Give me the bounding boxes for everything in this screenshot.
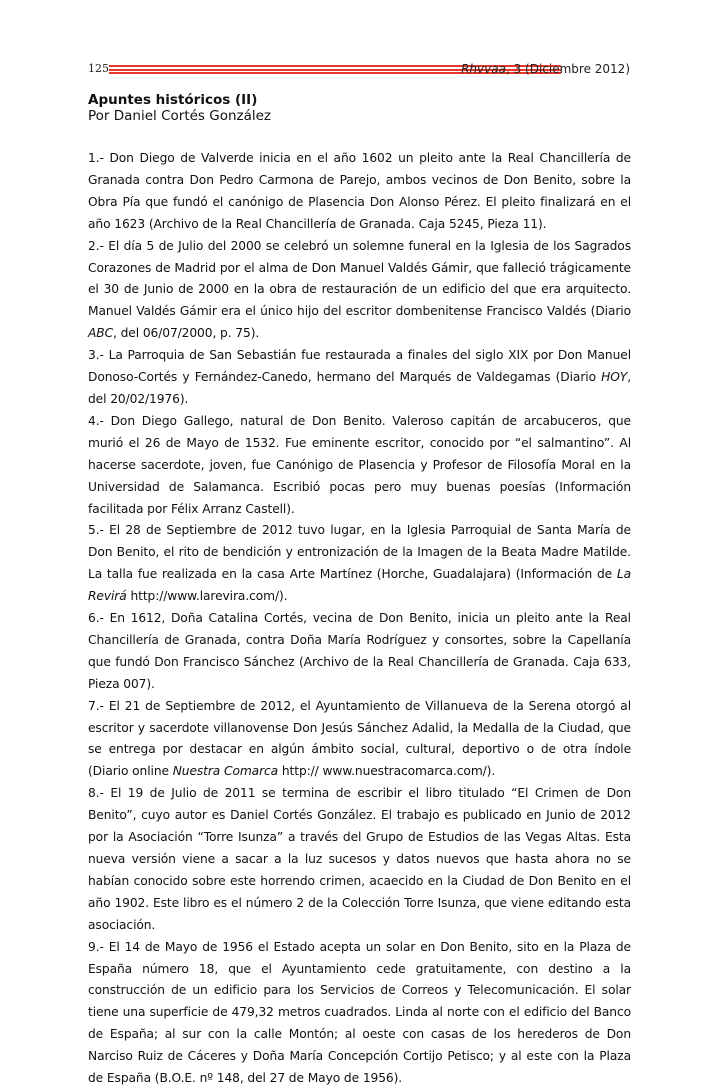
journal-name: Rhvvaa [461,62,506,76]
source-name: ABC [88,326,114,341]
page-header [88,62,630,80]
article-title: Apuntes históricos (II) [88,92,258,108]
entry-7: 7.- El 21 de Septiembre de 2012, el Ayuntamiento de Villanueva de la Serena otorgó al escritor y sacerdote villanovense Don Jesús Sánchez Adalid, la Medalla de la Ciudad, que se entrega por destacar en algún ámbito social, cultural, deportivo o de otra índole (Diario online Nuestra Comarca http:// www.nuestracomarca.com/). [88,698,631,779]
entry-6: 6.- En 1612, Doña Catalina Cortés, vecina de Don Benito, inicia un pleito ante la Real Chancillería de Granada, contra Doña María Rodríguez y consortes, sobre la Capellanía que fundó Don Francisco Sánchez (Archivo de la Real Chancillería de Granada. Caja 633, Pieza 007). [88,611,631,691]
entry-8: 8.- El 19 de Julio de 2011 se termina de escribir el libro titulado “El Crimen de Don Benito”, cuyo autor es Daniel Cortés González. El trabajo es publicado en Junio de 2012 por la Asociación “Torre Isunza” a través del Grupo de Estudios de las Vegas Altas. Esta nueva versión viene a sacar a la luz sucesos y datos nuevos que hasta ahora no se habían conocido sobre este horrendo crimen, acaecido en la Ciudad de Don Benito en el año 1902. Este libro es el número 2 de la Colección Torre Isunza, que viene editando esta asociación. [88,786,631,932]
entry-4: 4.- Don Diego Gallego, natural de Don Benito. Valeroso capitán de arcabuceros, que murió el 26 de Mayo de 1532. Fue eminente escritor, conocido por “el salmantino”. Al hacerse sacerdote, joven, fue Canónigo de Plasencia y Profesor de Filosofía Moral en la Universidad de Salamanca. Escribió pocas pero muy buenas poesías (Información facilitada por Félix Arranz Castell). [88,413,631,516]
entry-9: 9.- El 14 de Mayo de 1956 el Estado acepta un solar en Don Benito, sito en la Plaza de España número 18, que el Ayuntamiento cede gratuitamente, con destino a la construcción de un edificio para los Servicios de Correos y Telecomunicación. El solar tiene una superficie de 479,32 metros cuadrados. Linda al norte con el edificio del Banco de España; al sur con la calle Montón; al oeste con casas de los herederos de Don Narciso Ruiz de Cáceres y Doña María Concepción Cortijo Petisco; y al este con la Plaza de España (B.O.E. nº 148, del 27 de Mayo de 1956). [88,939,631,1086]
article-author: Por Daniel Cortés González [88,108,272,124]
journal-reference [461,62,630,76]
entry-1: 1.- Don Diego de Valverde inicia en el año 1602 un pleito ante la Real Chancillería de Granada contra Don Pedro Carmona de Parejo, ambos vecinos de Don Benito, sobre la Obra Pía que fundó el canónigo de Plasencia Don Alonso Pérez. El pleito finalizará en el año 1623 (Archivo de la Real Chancillería de Granada. Caja 5245, Pieza 11). [88,151,631,231]
entry-2: 2.- El día 5 de Julio del 2000 se celebró un solemne funeral en la Iglesia de los Sagrados Corazones de Madrid por el alma de Don Manuel Valdés Gámir, que falleció trágicamente el 30 de Junio de 2000 en la obra de restauración de un edificio del que era arquitecto. Manuel Valdés Gámir era el único hijo del escritor dombenitense Francisco Valdés (Diario ABC, del 06/07/2000, p. 75). [88,238,631,341]
source-name: La Revirá [88,567,631,604]
source-name: HOY [601,370,628,385]
article-body [88,148,631,1090]
entry-5: 5.- El 28 de Septiembre de 2012 tuvo lugar, en la Iglesia Parroquial de Santa María de Don Benito, el rito de bendición y entronización de la Imagen de la Beata Madre Matilde. La talla fue realizada en la casa Arte Martínez (Horche, Guadalajara) (Información de La Revirá http://www.larevira.com/). [88,523,631,604]
entry-3: 3.- La Parroquia de San Sebastián fue restaurada a finales del siglo XIX por Don Manuel Donoso-Cortés y Fernández-Canedo, hermano del Marqués de Valdegamas (Diario HOY, del 20/02/1976). [88,348,631,406]
journal-issue: , 3 (Diciembre 2012) [505,62,630,76]
source-name: Nuestra Comarca [172,764,279,779]
page-number: 125 [88,62,109,75]
